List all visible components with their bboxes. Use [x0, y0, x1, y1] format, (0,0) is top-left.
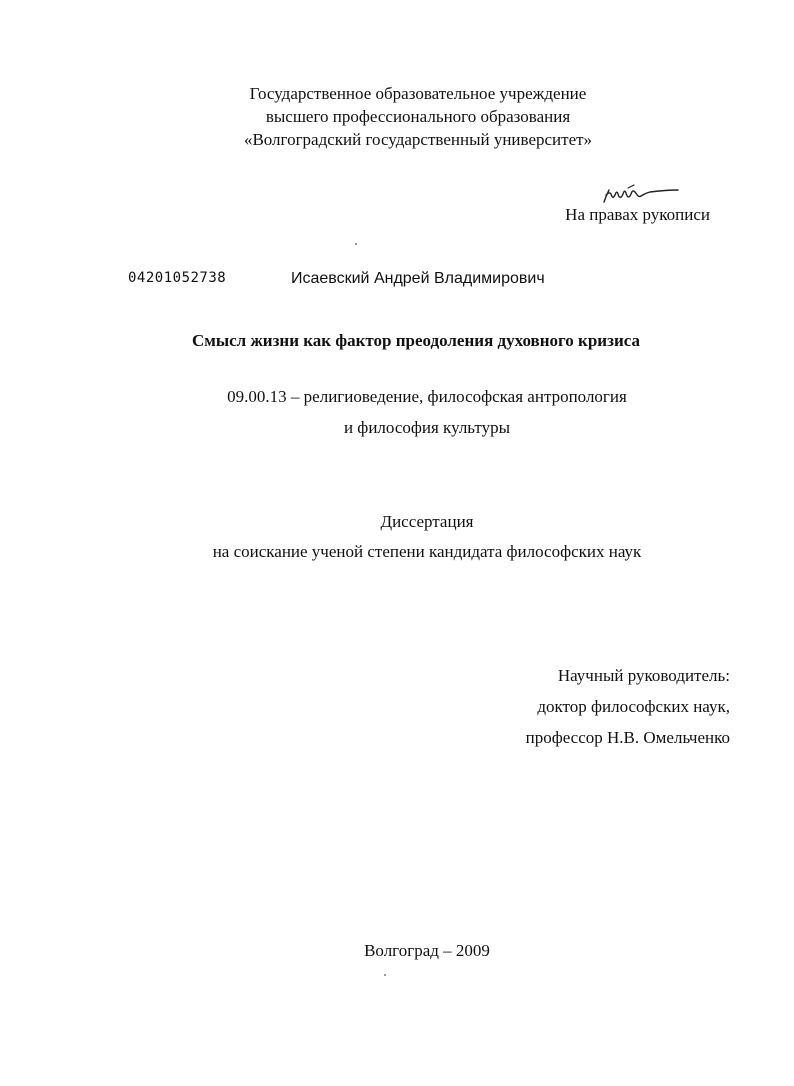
city-year: Волгоград – 2009: [364, 941, 490, 960]
supervisor-label: Научный руководитель:: [557, 666, 730, 685]
specialty-line-2: и философия культуры: [343, 418, 511, 437]
document-type: [0, 507, 794, 567]
institution-line-1: Государственное образовательное учреждение: [249, 84, 587, 103]
supervisor-block: [526, 660, 730, 753]
registry-number: 04201052738: [128, 270, 227, 286]
institution-line-2: высшего профессионального образования: [265, 107, 571, 126]
thesis-title: Смысл жизни как фактор преодоления духовного кризиса: [191, 331, 640, 350]
institution-header: [0, 82, 794, 151]
specialty-line-1: 09.00.13 – религиоведение, философская антропология: [227, 387, 627, 406]
specialty-code: [0, 381, 794, 443]
author-name: Исаевский Андрей Владимирович: [291, 270, 545, 287]
document-type-line-1: Диссертация: [380, 512, 474, 531]
manuscript-rights-note: На правах рукописи: [565, 205, 710, 224]
scan-speck: [355, 243, 357, 245]
supervisor-name: профессор Н.В. Омельченко: [525, 728, 730, 747]
document-type-line-2: на соискание ученой степени кандидата философских наук: [212, 542, 642, 561]
institution-line-3: «Волгоградский государственный университет»: [243, 130, 593, 149]
scan-speck: [384, 974, 386, 976]
supervisor-degree: доктор философских наук,: [537, 697, 730, 716]
